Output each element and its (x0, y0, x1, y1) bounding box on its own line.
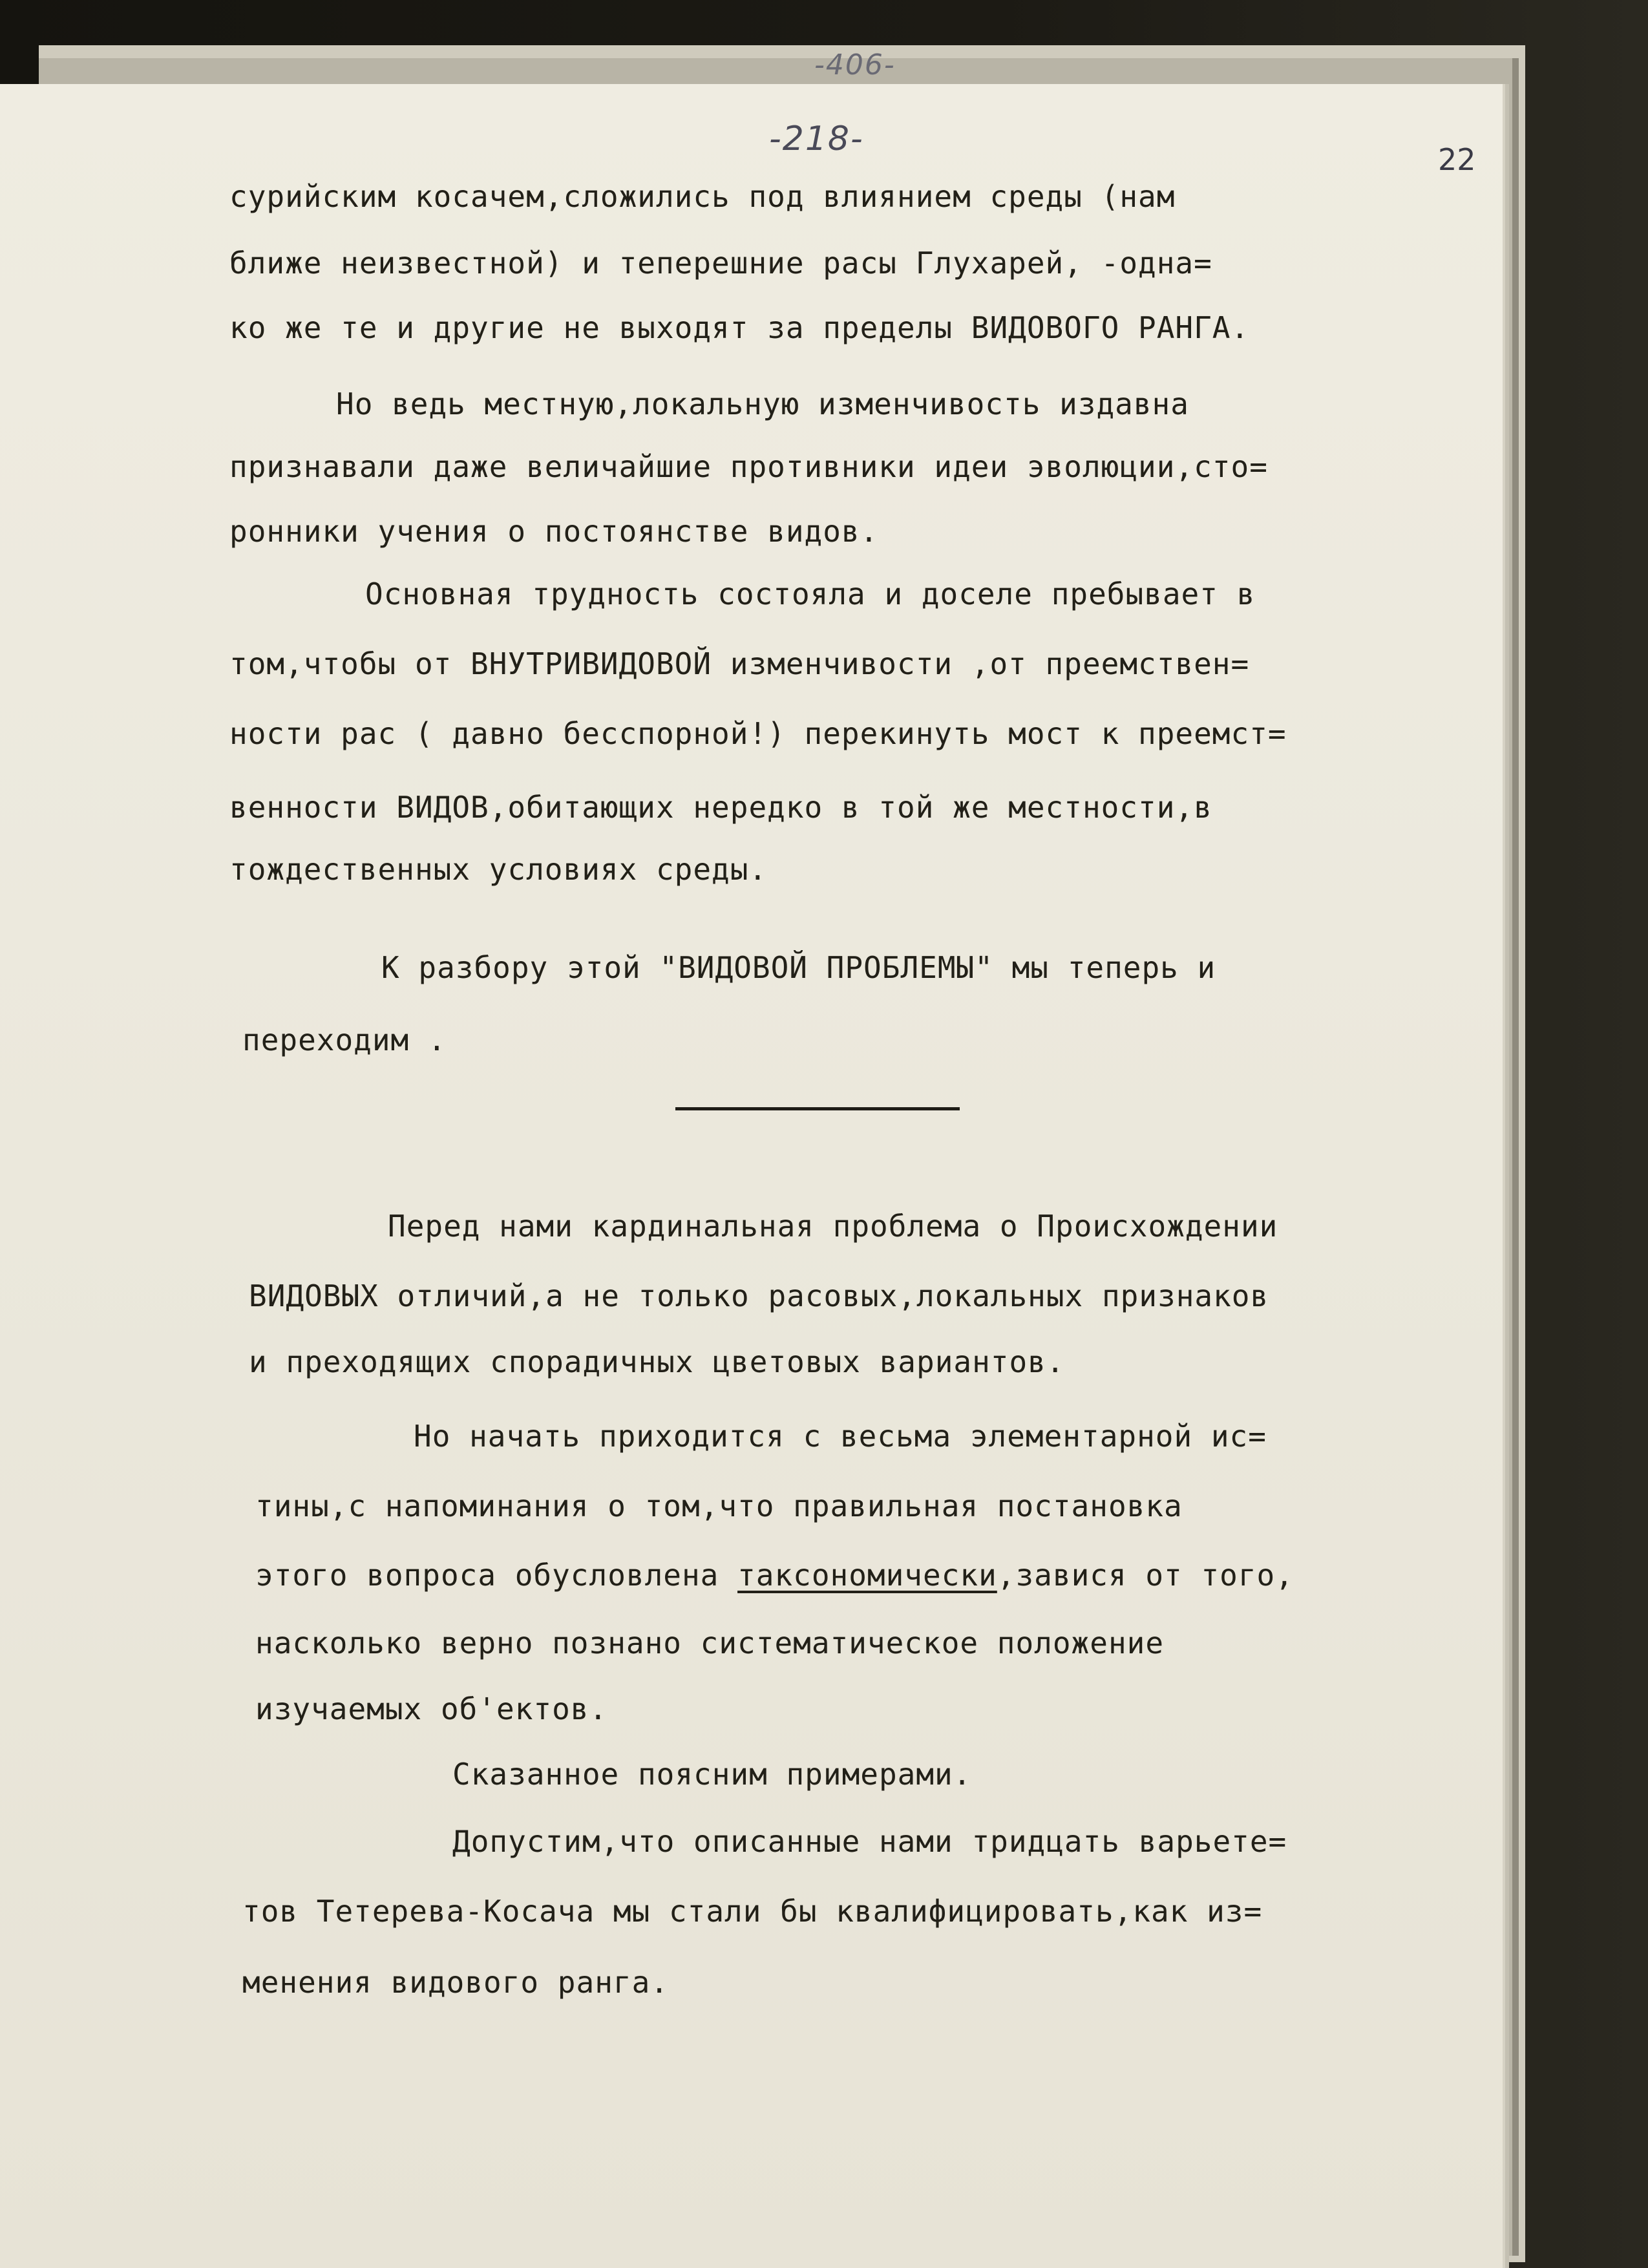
text-line: насколько верно познано систематическое положение (255, 1626, 1165, 1660)
text-line: том,чтобы от ВНУТРИВИДОВОЙ изменчивости ,от преемствен= (229, 646, 1250, 681)
handwritten-page-number: -218- (769, 120, 864, 158)
text-line: ронники учения о постоянстве видов. (229, 514, 879, 549)
text-line: Сказанное поясним примерами. (452, 1757, 972, 1792)
text-line: менения видового ранга. (242, 1965, 669, 2000)
text-line: К разбору этой "ВИДОВОЙ ПРОБЛЕМЫ" мы теперь и (381, 950, 1216, 985)
underlined-word: таксономически (737, 1558, 997, 1593)
text-line: ности рас ( давно бесспорной!) перекинуть мост к преемст= (229, 716, 1287, 751)
text-line: ко же те и другие не выходят за пределы ВИДОВОГО РАНГА. (229, 310, 1250, 345)
text-line: Перед нами кардинальная проблема о Происхождении (388, 1209, 1278, 1244)
text-segment: ,завися от того, (997, 1558, 1294, 1593)
text-line: ближе неизвестной) и теперешние расы Глухарей, -одна= (229, 246, 1212, 281)
text-line: переходим . (242, 1023, 447, 1057)
text-line: тины,с напоминания о том,что правильная постановка (255, 1489, 1183, 1523)
separator-rule (675, 1107, 960, 1110)
text-line (255, 1558, 1294, 1593)
text-line: и преходящих спорадичных цветовых вариантов. (249, 1344, 1065, 1379)
archive-number: -406- (814, 48, 896, 81)
text-line: сурийским косачем,сложились под влиянием среды (нам (229, 179, 1176, 214)
text-line: венности ВИДОВ,обитающих нередко в той же местности,в (229, 790, 1212, 825)
text-line: признавали даже величайшие противники идеи эволюции,сто= (229, 449, 1268, 484)
text-line: тождественных условиях среды. (229, 852, 768, 887)
typed-page-number: 22 (1438, 142, 1476, 177)
text-line: изучаемых об'ектов. (255, 1691, 608, 1726)
text-line: Основная трудность состояла и доселе пребывает в (365, 577, 1256, 611)
text-line: Но начать приходится с весьма элементарной ис= (414, 1419, 1267, 1454)
text-line: тов Тетерева-Косача мы стали бы квалифицировать,как из= (242, 1894, 1263, 1929)
text-line: ВИДОВЫХ отличий,а не только расовых,локальных признаков (249, 1278, 1269, 1313)
text-line: Допустим,что описанные нами тридцать варьете= (452, 1824, 1287, 1859)
text-segment: этого вопроса обусловлена (255, 1558, 738, 1593)
text-line: Но ведь местную,локальную изменчивость издавна (336, 387, 1189, 421)
